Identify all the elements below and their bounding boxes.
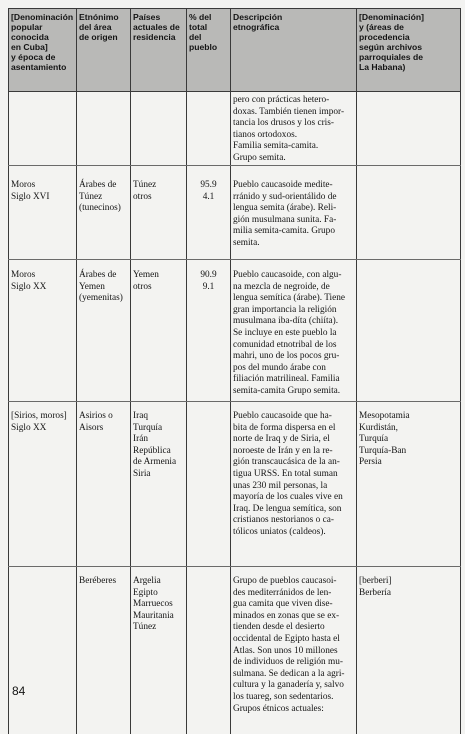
cell-areas xyxy=(357,260,461,402)
text-line: noroeste de Irán y en la re- xyxy=(233,446,354,458)
header-descripcion xyxy=(231,9,357,92)
table-row xyxy=(9,166,461,260)
text-line: Moros xyxy=(11,270,74,282)
text-line: sulmana. Se dedican a la agri- xyxy=(233,669,354,681)
text-line: y época de xyxy=(11,52,74,62)
cell-descripcion xyxy=(231,567,357,734)
text-line: Atlas. Son unos 10 millones xyxy=(233,646,354,658)
cell-paises xyxy=(131,92,187,166)
cell-denominacion xyxy=(9,567,77,734)
text-line: occidental de Egipto hasta el xyxy=(233,634,354,646)
text-line: según archivos xyxy=(359,42,458,52)
ethnic-groups-table xyxy=(8,8,461,734)
text-line: doxas. También tienen impor- xyxy=(233,107,354,119)
text-line: semita-camita Grupo semita. xyxy=(233,386,354,398)
cell-areas xyxy=(357,567,461,734)
text-line: Kurdistán, xyxy=(359,423,458,435)
text-line: de origen xyxy=(79,32,128,42)
header-etnonimo xyxy=(77,9,131,92)
text-line: Beréberes xyxy=(79,576,128,588)
text-line: Etnónimo xyxy=(79,12,128,22)
text-line: cristianos nestorianos o ca- xyxy=(233,515,354,527)
text-line: tancia los drusos y los cris- xyxy=(233,118,354,130)
header-porcentaje xyxy=(187,9,231,92)
text-line: Mesopotamia xyxy=(359,411,458,423)
text-line: semita. xyxy=(233,238,354,250)
text-line: des mediterránidos de len- xyxy=(233,588,354,600)
text-line: del xyxy=(189,32,228,42)
text-line: Argelia xyxy=(133,576,184,588)
table-row xyxy=(9,92,461,166)
text-line: tianos ortodoxos. xyxy=(233,130,354,142)
text-line: Árabes de xyxy=(79,270,128,282)
text-line: Túnez xyxy=(133,180,184,192)
text-line: tienden desde el desierto xyxy=(233,622,354,634)
text-line: milia semita-camita. Grupo xyxy=(233,226,354,238)
cell-paises xyxy=(131,166,187,260)
text-line: musulmana iba-díta (chiíta). xyxy=(233,316,354,328)
text-line: 90.9 xyxy=(189,270,228,282)
header-denominacion xyxy=(9,9,77,92)
cell-porcentaje xyxy=(187,92,231,166)
text-line: na mezcla de negroide, de xyxy=(233,282,354,294)
text-line: La Habana) xyxy=(359,62,458,72)
text-line: Países xyxy=(133,12,184,22)
text-line: Mauritania xyxy=(133,611,184,623)
text-line: Familia semita-camita. xyxy=(233,141,354,153)
text-line: Moros xyxy=(11,180,74,192)
text-line: Egipto xyxy=(133,588,184,600)
table-row xyxy=(9,567,461,734)
text-line: popular xyxy=(11,22,74,32)
text-line: de individuos de religión mu- xyxy=(233,657,354,669)
text-line: tigua URSS. En total suman xyxy=(233,469,354,481)
table-row xyxy=(9,402,461,567)
text-line: asentamiento xyxy=(11,62,74,72)
cell-paises xyxy=(131,567,187,734)
text-line: Berbería xyxy=(359,588,458,600)
cell-etnonimo xyxy=(77,92,131,166)
text-line: Aisors xyxy=(79,423,128,435)
text-line: actuales de xyxy=(133,22,184,32)
text-line: etnográfica xyxy=(233,22,354,32)
text-line: lengua semítica (árabe). Tiene xyxy=(233,293,354,305)
cell-paises xyxy=(131,260,187,402)
text-line: unas 230 mil personas, la xyxy=(233,481,354,493)
text-line: gión musulmana sunita. Fa- xyxy=(233,215,354,227)
text-line: Grupo semita. xyxy=(233,153,354,165)
text-line: en Cuba] xyxy=(11,42,74,52)
text-line: mayoría de los cuales vive en xyxy=(233,492,354,504)
text-line: [Sirios, moros] xyxy=(11,411,74,423)
cell-porcentaje xyxy=(187,567,231,734)
text-line: Turquía-Ban xyxy=(359,446,458,458)
text-line: Persia xyxy=(359,457,458,469)
text-line: bita de forma dispersa en el xyxy=(233,423,354,435)
text-line: Siria xyxy=(133,469,184,481)
text-line: pero con prácticas hetero- xyxy=(233,95,354,107)
text-line: [Denominación] xyxy=(359,12,458,22)
text-line: Pueblo caucasoide que ha- xyxy=(233,411,354,423)
text-line: procedencia xyxy=(359,32,458,42)
text-line: [Denominación xyxy=(11,12,74,22)
cell-descripcion xyxy=(231,260,357,402)
text-line: rránido y sud-orientálido de xyxy=(233,192,354,204)
text-line: Grupo de pueblos caucasoi- xyxy=(233,576,354,588)
text-line: 4.1 xyxy=(189,192,228,204)
text-line: minados en zonas que se ex- xyxy=(233,611,354,623)
text-line: Iraq xyxy=(133,411,184,423)
text-line: filiación matrilineal. Familia xyxy=(233,374,354,386)
text-line: residencia xyxy=(133,32,184,42)
page-number: 84 xyxy=(12,684,25,698)
text-line: (yemenitas) xyxy=(79,293,128,305)
text-line: República xyxy=(133,446,184,458)
text-line: % del xyxy=(189,12,228,22)
text-line: los tuareg, son sedentarios. xyxy=(233,692,354,704)
text-line: Se incluye en este pueblo la xyxy=(233,328,354,340)
text-line: (tunecinos) xyxy=(79,203,128,215)
text-line: Siglo XX xyxy=(11,282,74,294)
cell-etnonimo xyxy=(77,402,131,567)
cell-denominacion xyxy=(9,166,77,260)
text-line: Túnez xyxy=(133,622,184,634)
text-line: gran importancia la religión xyxy=(233,305,354,317)
cell-descripcion xyxy=(231,166,357,260)
cell-paises xyxy=(131,402,187,567)
header-paises xyxy=(131,9,187,92)
text-line: Irán xyxy=(133,434,184,446)
text-line: 9.1 xyxy=(189,282,228,294)
text-line: Yemen xyxy=(79,282,128,294)
cell-denominacion xyxy=(9,402,77,567)
cell-etnonimo xyxy=(77,567,131,734)
text-line: conocida xyxy=(11,32,74,42)
text-line: 95.9 xyxy=(189,180,228,192)
cell-areas xyxy=(357,166,461,260)
cell-porcentaje xyxy=(187,166,231,260)
text-line: mahri, uno de los pocos gru- xyxy=(233,351,354,363)
text-line: tólicos uniatos (caldeos). xyxy=(233,527,354,539)
table-row xyxy=(9,260,461,402)
text-line: Asirios o xyxy=(79,411,128,423)
text-line: gua camita que viven dise- xyxy=(233,599,354,611)
cell-porcentaje xyxy=(187,260,231,402)
text-line: Túnez xyxy=(79,192,128,204)
text-line: norte de Iraq y de Siria, el xyxy=(233,434,354,446)
text-line: lengua semita (árabe). Reli- xyxy=(233,203,354,215)
text-line: Marruecos xyxy=(133,599,184,611)
header-areas-procedencia xyxy=(357,9,461,92)
text-line: Siglo XX xyxy=(11,423,74,435)
text-line: Árabes de xyxy=(79,180,128,192)
text-line: total xyxy=(189,22,228,32)
cell-etnonimo xyxy=(77,166,131,260)
text-line: del área xyxy=(79,22,128,32)
text-line: otros xyxy=(133,282,184,294)
text-line: Descripción xyxy=(233,12,354,22)
cell-areas xyxy=(357,402,461,567)
text-line: Siglo XVI xyxy=(11,192,74,204)
text-line: Turquía xyxy=(133,423,184,435)
text-line: cultura y la ganadería y, salvo xyxy=(233,680,354,692)
cell-areas xyxy=(357,92,461,166)
cell-etnonimo xyxy=(77,260,131,402)
cell-porcentaje xyxy=(187,402,231,567)
text-line: [berberi] xyxy=(359,576,458,588)
text-line: Yemen xyxy=(133,270,184,282)
text-line: pos del mundo árabe con xyxy=(233,363,354,375)
text-line: de Armenia xyxy=(133,457,184,469)
cell-denominacion xyxy=(9,260,77,402)
text-line: Pueblo caucasoide medite- xyxy=(233,180,354,192)
text-line: comunidad etnotribal de los xyxy=(233,340,354,352)
text-line: Pueblo caucasoide, con algu- xyxy=(233,270,354,282)
text-line: gión transcaucásica de la an- xyxy=(233,457,354,469)
text-line: otros xyxy=(133,192,184,204)
text-line: Turquía xyxy=(359,434,458,446)
cell-descripcion xyxy=(231,92,357,166)
cell-denominacion xyxy=(9,92,77,166)
text-line: y (áreas de xyxy=(359,22,458,32)
text-line: pueblo xyxy=(189,42,228,52)
text-line: Grupos étnicos actuales: xyxy=(233,704,354,716)
table-header-row xyxy=(9,9,461,92)
text-line: Iraq. De lengua semítica, son xyxy=(233,504,354,516)
cell-descripcion xyxy=(231,402,357,567)
text-line: parroquiales de xyxy=(359,52,458,62)
